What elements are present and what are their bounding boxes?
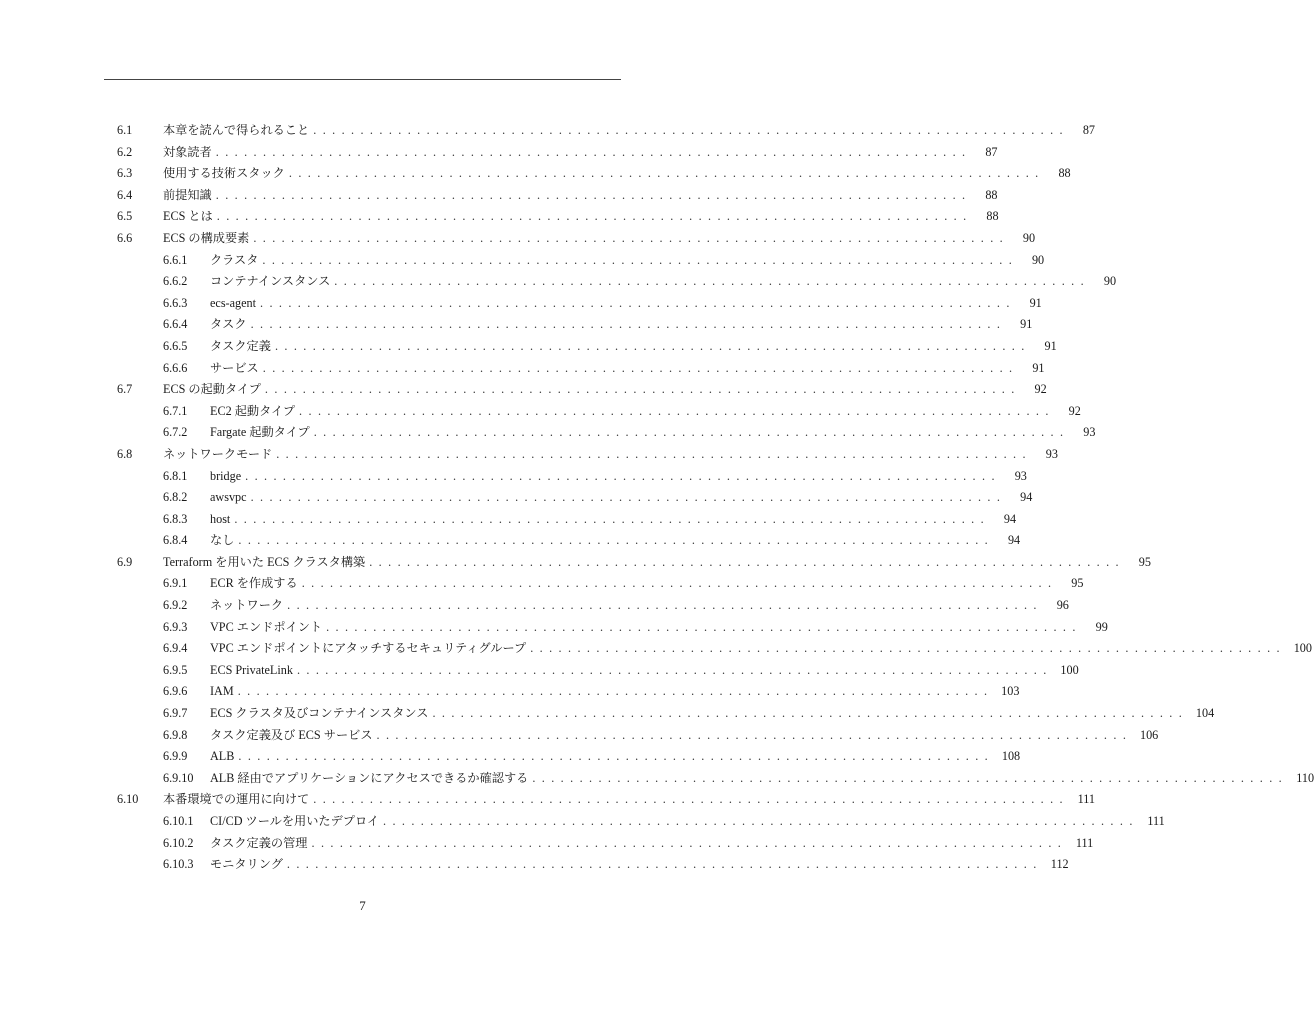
toc-entry-page: 93 [1014,468,1027,483]
toc-subsection-entry[interactable] [117,509,1017,531]
toc-entry-number: 6.7 [117,382,133,397]
toc-entry-page: 100 [1060,662,1079,677]
toc-entry-number: 6.9.6 [163,684,188,699]
toc-entry-page: 93 [1083,425,1096,440]
toc-entry-title: VPC エンドポイント [210,619,323,634]
toc-entry-number: 6.7.1 [163,403,188,418]
toc-entry-title: コンテナインスタンス [210,274,331,289]
toc-dot-leader: ................................................................................ [264,382,1021,397]
toc-dot-leader: ................................................................................ [334,274,1091,289]
toc-entry-page: 103 [1001,684,1020,699]
toc-entry-number: 6.2 [117,144,133,159]
toc-entry-number: 6.6 [117,230,133,245]
toc-subsection-entry[interactable] [117,746,1021,768]
toc-entry-title: ALB [210,749,235,764]
toc-subsection-entry[interactable] [117,854,1069,876]
toc-dot-leader: ................................................................................ [313,792,1069,807]
toc-entry-number: 6.9.5 [163,662,188,677]
toc-entry-title: awsvpc [210,490,247,505]
header-rule [104,79,621,80]
toc-entry-number: 6.6.3 [163,295,188,310]
toc-dot-leader: ................................................................................ [287,598,1043,613]
toc-dot-leader: ................................................................................ [383,814,1139,828]
toc-entry-title: ネットワーク [210,598,284,613]
toc-entry-page: 110 [1296,770,1314,785]
toc-entry-number: 6.6.1 [163,252,188,267]
toc-subsection-entry[interactable] [117,833,1094,855]
toc-dot-leader: ................................................................................ [369,554,1125,569]
toc-entry-title: Terraform を用いた ECS クラスタ構築 [163,554,366,569]
toc-entry-page: 94 [1003,511,1017,526]
toc-section-entry[interactable] [117,228,1036,250]
toc-entry-number: 6.9.8 [163,727,188,742]
toc-entry-page: 88 [986,209,999,224]
toc-dot-leader: ................................................................................ [238,749,995,764]
toc-entry-title: タスク [210,317,247,332]
toc-entry-number: 6.9.9 [163,749,188,764]
toc-dot-leader: ................................................................................ [260,295,1016,310]
toc-subsection-entry[interactable] [117,660,1079,682]
toc-entry-number: 6.6.2 [163,274,188,289]
toc-entry-page: 111 [1077,792,1095,807]
toc-entry-number: 6.8 [117,446,133,461]
toc-section-entry[interactable] [117,185,998,207]
toc-section-entry[interactable] [117,163,1071,185]
toc-entry-title: host [210,511,231,526]
toc-subsection-entry[interactable] [117,811,1165,833]
toc-dot-leader: ................................................................................ [376,727,1133,742]
toc-entry-page: 90 [1031,252,1045,267]
toc-dot-leader: ................................................................................ [262,252,1019,267]
toc-subsection-entry[interactable] [117,314,1033,336]
toc-entry-number: 6.4 [117,187,133,202]
toc-entry-number: 6.9.1 [163,576,188,591]
toc-dot-leader: ................................................................................ [234,511,991,526]
toc-entry-title: タスク定義の管理 [210,835,308,850]
toc-subsection-entry[interactable] [117,617,1108,639]
toc-entry-title: ECS の起動タイプ [163,382,261,397]
toc-dot-leader: ................................................................................ [530,641,1286,656]
toc-subsection-entry[interactable] [117,250,1045,272]
toc-entry-title: ECS クラスタ及びコンテナインスタンス [210,706,429,721]
toc-dot-leader: ................................................................................ [216,209,973,224]
toc-entry-number: 6.10.2 [163,835,194,850]
toc-entry-title: ECS とは [163,209,213,224]
toc-entry-title: タスク定義及び ECS サービス [210,727,373,742]
toc-entry-number: 6.3 [117,166,133,181]
toc-dot-leader: ................................................................................ [532,770,1289,785]
toc-entry-page: 106 [1139,727,1159,742]
toc-dot-leader: ................................................................................ [296,662,1053,677]
toc-dot-leader: ................................................................................ [274,338,1031,353]
toc-subsection-entry[interactable] [117,487,1033,509]
toc-entry-title: サービス [210,360,259,375]
toc-dot-leader: ................................................................................ [262,360,1019,375]
toc-entry-number: 6.6.4 [163,317,188,332]
toc-entry-page: 93 [1045,446,1058,461]
toc-entry-number: 6.9.2 [163,598,188,613]
toc-entry-title: EC2 起動タイプ [210,403,296,418]
toc-entry-title: 前提知識 [163,187,212,202]
toc-entry-number: 6.6.5 [163,338,188,353]
toc-section-entry[interactable] [117,142,998,164]
toc-entry-title: ECS PrivateLink [210,662,293,677]
toc-subsection-entry[interactable] [117,422,1096,444]
toc-entry-title: 対象読者 [163,144,212,159]
toc-entry-title: 本章を読んで得られること [163,123,310,137]
toc-section-entry[interactable] [117,120,1095,142]
toc-entry-number: 6.9.4 [163,641,188,656]
toc-entry-number: 6.7.2 [163,425,188,440]
toc-entry-title: 使用する技術スタック [163,166,285,181]
toc-dot-leader: ................................................................................ [276,446,1032,461]
toc-dot-leader: ................................................................................ [299,403,1055,418]
table-of-contents [117,120,1314,876]
toc-entry-number: 6.10 [117,792,139,807]
toc-entry-number: 6.10.1 [163,814,194,828]
toc-entry-page: 108 [1001,749,1021,764]
toc-dot-leader: ................................................................................ [313,123,1069,137]
toc-entry-title: bridge [210,468,242,483]
toc-entry-title: Fargate 起動タイプ [210,425,310,440]
toc-subsection-entry[interactable] [117,293,1042,315]
toc-entry-number: 6.5 [117,209,133,224]
toc-entry-page: 91 [1029,295,1042,310]
toc-subsection-entry[interactable] [117,358,1045,380]
toc-entry-page: 100 [1293,641,1312,656]
toc-entry-page: 90 [1103,274,1117,289]
toc-entry-title: CI/CD ツールを用いたデプロイ [210,814,380,828]
toc-entry-page: 87 [985,144,998,159]
toc-entry-page: 95 [1071,576,1084,591]
toc-entry-title: VPC エンドポイントにアタッチするセキュリティグループ [210,641,527,656]
toc-dot-leader: ................................................................................ [301,576,1058,591]
toc-entry-number: 6.8.3 [163,511,188,526]
toc-entry-page: 94 [1020,490,1033,505]
toc-entry-title: 本番環境での運用に向けて [163,792,310,807]
toc-entry-number: 6.9.3 [163,619,188,634]
toc-subsection-entry[interactable] [117,573,1084,595]
toc-entry-page: 88 [1058,166,1071,181]
toc-dot-leader: ................................................................................ [237,684,994,699]
toc-entry-title: ALB 経由でアプリケーションにアクセスできるか確認する [210,770,529,785]
toc-subsection-entry[interactable] [117,466,1027,488]
toc-entry-number: 6.8.4 [163,533,188,548]
toc-dot-leader: ................................................................................ [250,490,1007,505]
toc-dot-leader: ................................................................................ [245,468,1001,483]
toc-section-entry[interactable] [117,552,1151,574]
toc-entry-page: 92 [1034,382,1047,397]
toc-subsection-entry[interactable] [117,638,1312,660]
toc-dot-leader: ................................................................................ [432,706,1189,721]
toc-entry-page: 104 [1195,706,1215,721]
toc-subsection-entry[interactable] [117,703,1215,725]
toc-entry-page: 91 [1032,360,1045,375]
toc-entry-number: 6.1 [117,123,133,137]
toc-entry-number: 6.8.1 [163,468,188,483]
toc-dot-leader: ................................................................................ [215,187,972,202]
toc-entry-number: 6.9 [117,554,133,569]
toc-entry-page: 90 [1022,230,1036,245]
toc-entry-page: 111 [1075,835,1094,850]
toc-entry-page: 94 [1007,533,1021,548]
toc-dot-leader: ................................................................................ [288,166,1045,181]
toc-entry-page: 111 [1147,814,1165,828]
toc-subsection-entry[interactable] [117,595,1069,617]
toc-entry-number: 6.9.10 [163,770,194,785]
toc-entry-title: ネットワークモード [163,446,273,461]
toc-subsection-entry[interactable] [117,271,1117,293]
toc-entry-title: IAM [210,684,234,699]
toc-subsection-entry[interactable] [117,725,1159,747]
toc-entry-title: なし [210,533,235,548]
toc-entry-title: タスク定義 [210,338,271,353]
toc-entry-page: 95 [1138,554,1151,569]
toc-dot-leader: ................................................................................ [215,144,972,159]
toc-subsection-entry[interactable] [117,768,1314,790]
toc-dot-leader: ................................................................................ [238,533,995,548]
toc-entry-number: 6.8.2 [163,490,188,505]
toc-entry-page: 91 [1044,338,1057,353]
toc-dot-leader: ................................................................................ [313,425,1070,440]
toc-dot-leader: ................................................................................ [250,317,1007,332]
toc-entry-page: 87 [1082,123,1095,137]
toc-section-entry[interactable] [117,789,1095,811]
toc-entry-page: 92 [1068,403,1081,418]
toc-dot-leader: ................................................................................ [253,230,1010,245]
toc-dot-leader: ................................................................................ [326,619,1082,634]
toc-dot-leader: ................................................................................ [311,835,1068,850]
toc-section-entry[interactable] [117,444,1058,466]
toc-entry-page: 96 [1056,598,1069,613]
toc-entry-title: モニタリング [210,857,283,872]
toc-subsection-entry[interactable] [117,336,1057,358]
toc-entry-title: ECS の構成要素 [163,230,250,245]
toc-entry-page: 88 [985,187,998,202]
toc-entry-title: ECR を作成する [210,576,298,591]
toc-subsection-entry[interactable] [117,681,1020,703]
toc-entry-page: 99 [1095,619,1108,634]
toc-section-entry[interactable] [117,379,1047,401]
toc-entry-page: 91 [1020,317,1033,332]
toc-subsection-entry[interactable] [117,530,1021,552]
toc-subsection-entry[interactable] [117,401,1081,423]
page-number: 7 [359,898,366,913]
toc-entry-title: ecs-agent [210,295,257,310]
toc-entry-title: クラスタ [210,252,259,267]
toc-section-entry[interactable] [117,206,999,228]
toc-dot-leader: ................................................................................ [286,857,1043,872]
toc-entry-page: 112 [1050,857,1069,872]
toc-entry-number: 6.6.6 [163,360,188,375]
toc-entry-number: 6.9.7 [163,706,188,721]
toc-entry-number: 6.10.3 [163,857,194,872]
